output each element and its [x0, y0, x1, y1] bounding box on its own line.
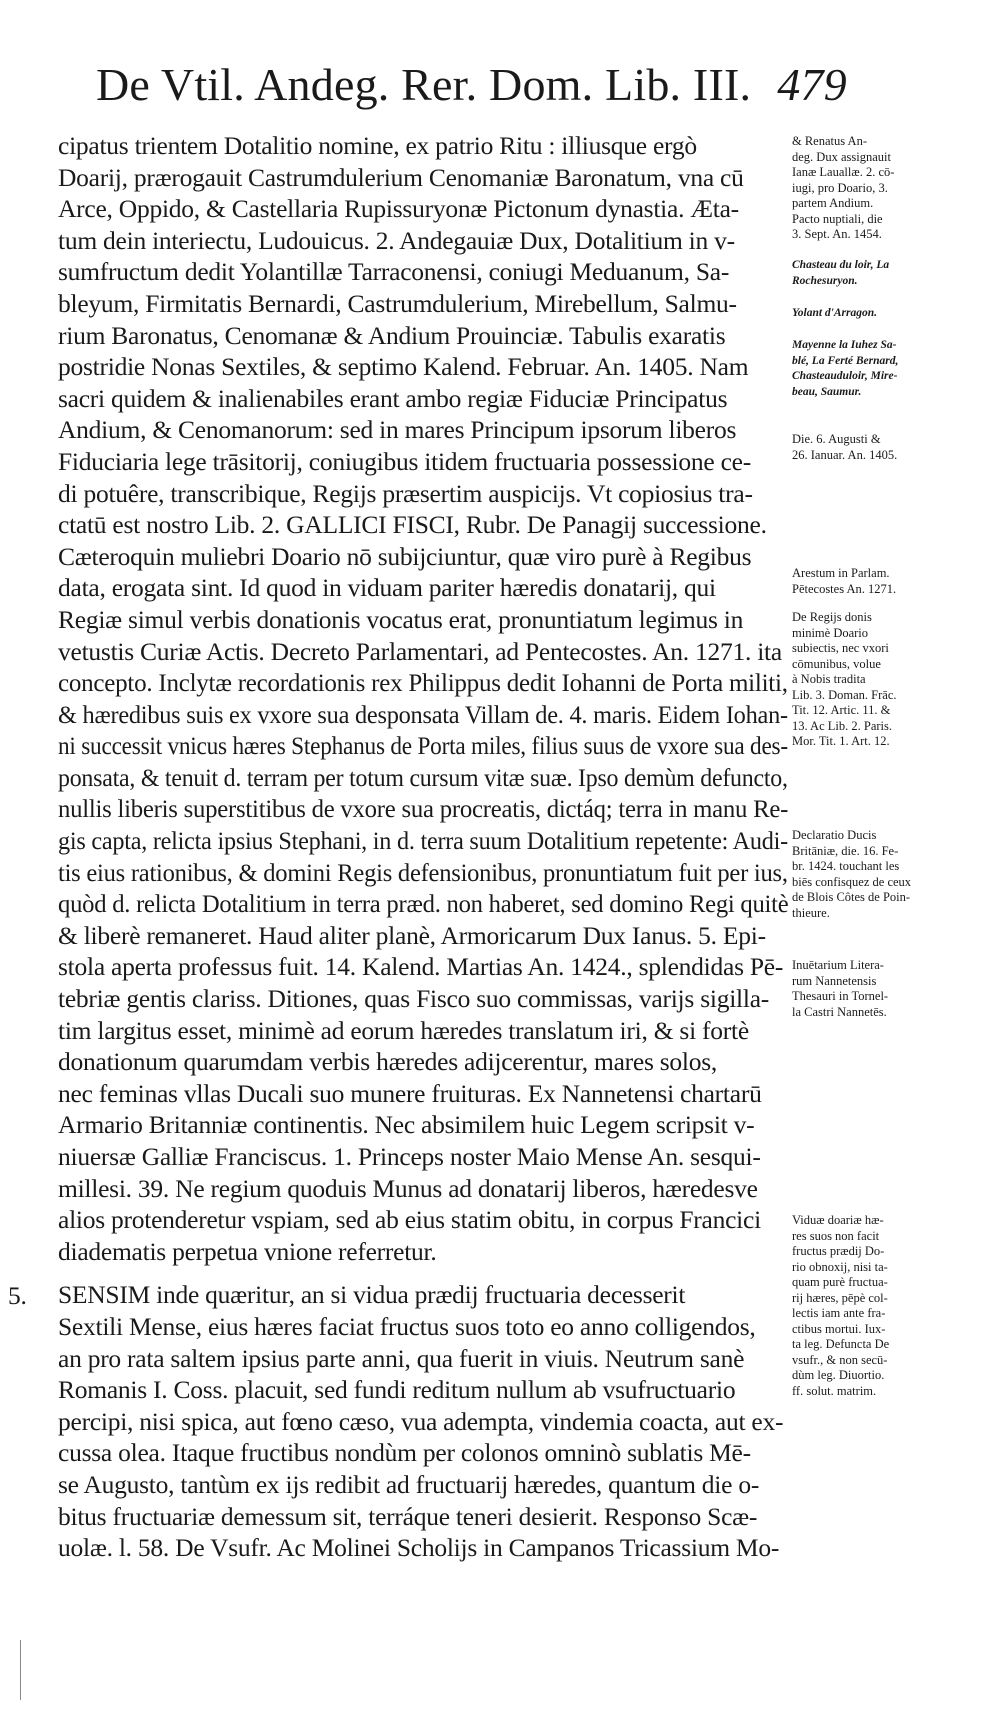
margin-note-line: Pētecostes An. 1271. — [792, 581, 897, 596]
margin-note-line: ff. solut. matrim. — [792, 1383, 877, 1398]
margin-note-line: partem Andium. — [792, 196, 874, 210]
text-line: SENSIM inde quæritur, an si vidua prædij fructuaria decesserit — [58, 1280, 686, 1310]
margin-note-line: minimè Doario — [792, 625, 869, 640]
text-line: Sextili Mense, eius hæres faciat fructus suos toto eo anno colligendos, — [58, 1311, 756, 1341]
margin-note — [792, 566, 932, 597]
text-line: concepto. Inclytæ recordationis rex Philippus dedit Iohanni de Porta militi, — [58, 668, 788, 698]
text-line: bleyum, Firmitatis Bernardi, Castrumdulerium, Mirebellum, Salmu- — [58, 288, 737, 318]
margin-note-line: rij hæres, pēpè col- — [792, 1290, 888, 1305]
margin-note-line: iugi, pro Doario, 3. — [792, 180, 888, 195]
text-line: data, erogata sint. Id quod in viduam pariter hæredis donatarij, qui — [58, 573, 716, 603]
text-line: nullis liberis superstitibus de vxore sua procreatis, dictáq; terra in manu Re- — [58, 794, 789, 824]
margin-note-line: Arestum in Parlam. — [792, 566, 890, 580]
margin-note-line: lectis iam ante fra- — [792, 1306, 886, 1320]
margin-note-line: 13. Ac Lib. 2. Paris. — [792, 718, 892, 733]
margin-note-line: ctibus mortui. Iux- — [792, 1321, 886, 1336]
margin-note-line: 3. Sept. An. 1454. — [792, 227, 882, 241]
margin-note-line: thieure. — [792, 905, 830, 920]
text-line: postridie Nonas Sextiles, & septimo Kalend. Februar. An. 1405. Nam — [58, 352, 749, 382]
text-line: cipatus trientem Dotalitio nomine, ex patrio Ritu : illiusque ergò — [58, 131, 697, 160]
text-line: an pro rata saltem ipsius parte anni, qua fuerit in viuis. Neutrum sanè — [58, 1343, 745, 1373]
margin-note-line: Mayenne la Iuhez Sa- — [792, 339, 897, 351]
section-number: 5. — [8, 1280, 27, 1310]
margin-note — [792, 610, 932, 750]
text-line: diadematis perpetua vnione referretur. — [58, 1236, 437, 1266]
text-line: tis eius rationibus, & domini Regis defensionibus, pronuntiatum fuit per ius, — [58, 857, 788, 887]
text-line: cussa olea. Itaque fructibus nondùm per colonos omninò sublatis Mē- — [58, 1438, 751, 1468]
text-line: ni successit vnicus hæres Stephanus de Porta miles, filius suus de vxore sua des- — [58, 731, 788, 761]
margin-note-line: Die. 6. Augusti & — [792, 432, 881, 446]
margin-note — [792, 258, 932, 289]
text-line: tum dein interiectu, Ludouicus. 2. Andegauiæ Dux, Dotalitium in v- — [58, 225, 735, 255]
header-title: De Vtil. Andeg. Rer. Dom. Lib. III. — [96, 59, 752, 110]
margin-note-line: fructus prædij Do- — [792, 1244, 885, 1258]
text-line: & liberè remaneret. Haud aliter planè, Armoricarum Dux Ianus. 5. Epi- — [58, 920, 766, 950]
margin-note-line: br. 1424. touchant les — [792, 859, 900, 873]
margin-note-line: rio obnoxij, nisi ta- — [792, 1259, 888, 1274]
text-line: vetustis Curiæ Actis. Decreto Parlamentari, ad Pentecostes. An. 1271. ita — [58, 636, 782, 666]
margin-note-line: deg. Dux assignauit — [792, 149, 891, 164]
margin-note — [792, 1213, 932, 1399]
margin-note-line: res suos non facit — [792, 1228, 880, 1243]
margin-note-line: quam purè fructua- — [792, 1275, 888, 1289]
margin-note-line: Chasteaudulоir, Mire- — [792, 370, 898, 382]
margin-note-line: biēs confisquez de ceux — [792, 874, 912, 889]
text-line: alios protenderetur vspiam, sed ab eius statim obitu, in corpus Francici — [58, 1205, 761, 1235]
margin-note — [792, 828, 932, 921]
running-header — [96, 58, 847, 111]
margin-note-line: vsufr., & non secū- — [792, 1352, 888, 1367]
page-number: 479 — [777, 59, 847, 110]
text-line: ponsata, & tenuit d. terram per totum cursum vitæ suæ. Ipso demùm defuncto, — [58, 762, 788, 792]
text-line: sumfructum dedit Yolantillæ Tarraconensi, coniugi Meduanum, Sa- — [58, 257, 730, 287]
margin-note-line: blé, La Ferté Bernard, — [792, 354, 899, 367]
margin-note-line: Ianæ Lauallæ. 2. cō- — [792, 165, 895, 179]
text-line: donationum quarumdam verbis hæredes adijcerentur, mares solos, — [58, 1047, 718, 1077]
text-line: niuersæ Galliæ Franciscus. 1. Princeps noster Maio Mense An. sesqui- — [58, 1142, 761, 1171]
text-line: Cæteroquin muliebri Doario nō subijciuntur, quæ viro purè à Regibus — [58, 541, 752, 571]
text-line: Armario Britanniæ continentis. Nec absimilem huic Legem scripsit v- — [58, 1110, 755, 1140]
margin-note-line: à Nobis tradita — [792, 672, 866, 686]
margin-note-line: la Castri Nannetēs. — [792, 1004, 887, 1019]
margin-note-line: Chasteau du loir, La — [792, 259, 890, 271]
text-line: sacri quidem & inalienabiles erant ambo regiæ Fiduciæ Principatus — [58, 383, 728, 413]
margin-note-line: Rochesuryon. — [792, 274, 858, 287]
margin-note-line: 26. Ianuar. An. 1405. — [792, 447, 898, 462]
margin-note-line: De Regijs donis — [792, 610, 872, 624]
text-line: ctatū est nostro Lib. 2. GALLICI FISCI, Rubr. De Panagij successione. — [58, 510, 767, 540]
text-line: di potuêre, transcribique, Regijs præsertim auspicijs. Vt copiosius tra- — [58, 478, 753, 508]
margin-note — [792, 958, 932, 1020]
margin-note-line: Lib. 3. Doman. Frāc. — [792, 687, 897, 702]
main-text-column — [8, 130, 789, 1564]
margin-note-line: rum Nannetensis — [792, 973, 877, 988]
text-line: bitus fructuariæ demessum sit, terráque teneri desierit. Responso Scæ- — [58, 1501, 758, 1531]
text-line: Regiæ simul verbis donationis vocatus erat, pronuntiatum legimus in — [58, 604, 744, 634]
text-line: Romanis I. Coss. placuit, sed fundi reditum nullum ab vsufructuario — [58, 1375, 736, 1405]
margin-note-line: Tit. 12. Artic. 11. & — [792, 703, 891, 717]
margin-note — [792, 134, 932, 243]
text-line: Andium, & Cenomanorum: sed in mares Principum ipsorum liberos — [58, 415, 737, 445]
text-line: uolæ. l. 58. De Vsufr. Ac Molinei Scholijs in Campanos Tricassium Mo- — [58, 1533, 780, 1563]
text-line: Arce, Oppido, & Castellaria Rupissuryonæ Pictonum dynastia. Æta- — [58, 194, 739, 224]
text-line: se Augusto, tantùm ex ijs redibit ad fructuarij hæredes, quantum die o- — [58, 1469, 760, 1499]
margin-note-line: Inuētarium Litera- — [792, 958, 884, 972]
margin-note-line: Yolant d'Arragon. — [792, 307, 877, 319]
margin-note-line: dùm leg. Diuortio. — [792, 1368, 885, 1382]
margin-note — [792, 306, 932, 322]
margin-note-line: Viduæ doariæ hæ- — [792, 1213, 884, 1227]
margin-note-line: subiectis, nec vxori — [792, 641, 889, 655]
margin-note-line: de Blois Côtes de Poin- — [792, 890, 911, 904]
text-line: gis capta, relicta ipsius Stephani, in d. terra suum Dotalitium repetente: Audi- — [58, 826, 788, 856]
margin-note-line: Mor. Tit. 1. Art. 12. — [792, 734, 890, 748]
text-line: millesi. 39. Ne regium quoduis Munus ad donatarij liberos, hæredesve — [58, 1173, 758, 1203]
margin-note-line: Pacto nuptiali, die — [792, 211, 883, 226]
text-line: tebriæ gentis clariss. Ditiones, quas Fisco suo commissas, varijs sigilla- — [58, 984, 770, 1014]
text-line: stola aperta professus fuit. 14. Kalend. Martias An. 1424., splendidas Pē- — [58, 952, 784, 982]
margin-note-line: cōmunibus, volue — [792, 656, 881, 671]
margin-note-line: Thesauri in Tornel- — [792, 989, 889, 1003]
margin-note-line: Britāniæ, die. 16. Fe- — [792, 843, 899, 858]
margin-note-line: ta leg. Defuncta De — [792, 1337, 890, 1351]
text-line: quòd d. relicta Dotalitium in terra præd. non haberet, sed domino Regi quitè — [58, 889, 789, 919]
text-line: percipi, nisi spica, aut fœno cæso, vua adempta, vindemia coacta, aut ex- — [58, 1406, 784, 1436]
text-line: & hæredibus suis ex vxore sua desponsata Villam de. 4. maris. Eidem Iohan- — [58, 699, 788, 729]
margin-note — [792, 432, 932, 463]
text-line: Doarij, prærogauit Castrumdulerium Cenomaniæ Baronatum, vna cū — [58, 162, 744, 192]
text-line: tim largitus esset, minimè ad eorum hæredes translatum iri, & si fortè — [58, 1015, 749, 1045]
text-line: Fiduciaria lege trāsitorij, coniugibus itidem fructuaria possessione ce- — [58, 446, 751, 476]
left-edge-rule — [20, 1640, 21, 1700]
text-line: nec feminas vllas Ducali suo munere fruituras. Ex Nannetensi chartarū — [58, 1078, 762, 1108]
text-line: rium Baronatus, Cenomanæ & Andium Prouinciæ. Tabulis exaratis — [58, 320, 726, 350]
margin-note-line: beau, Saumur. — [792, 385, 862, 398]
margin-note — [792, 338, 932, 400]
margin-note-line: Declaratio Ducis — [792, 828, 877, 842]
paragraph-gap — [58, 1267, 788, 1279]
margin-note-line: & Renatus An- — [792, 134, 867, 148]
